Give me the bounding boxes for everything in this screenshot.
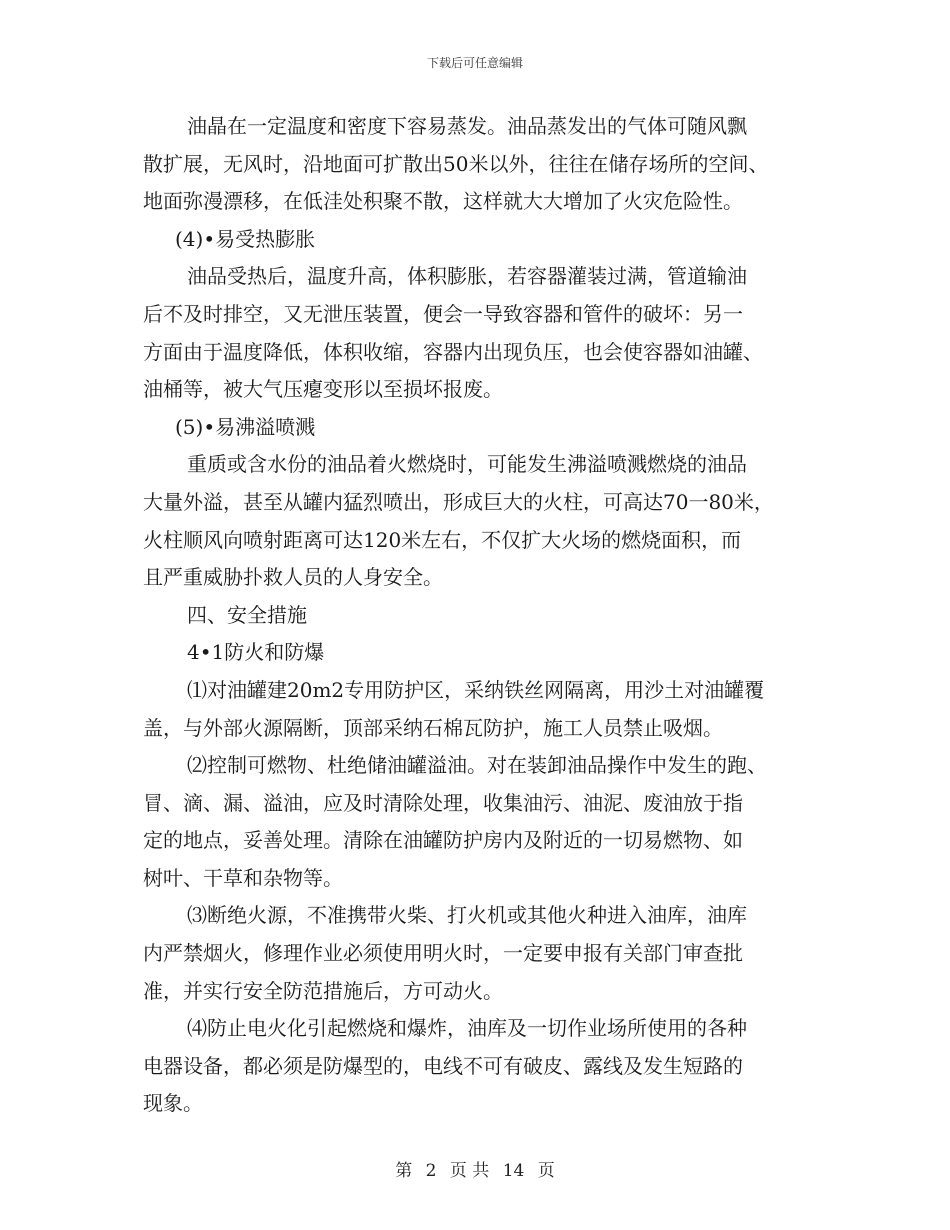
text-line: 油晶在一定温度和密度下容易蒸发。油品蒸发出的气体可随风飘: [187, 114, 747, 138]
text-line: 散扩展，无风时，沿地面可扩散出50米以外，往往在储存场所的空间、: [143, 151, 769, 176]
text-line: 定的地点，妥善处理。清除在油罐防护房内及附近的一切易燃物、如: [143, 828, 743, 853]
text-line: 电器设备，都必须是防爆型的，电线不可有破皮、露线及发生短路的: [143, 1053, 743, 1078]
footer-middle: 页 共: [449, 1161, 490, 1181]
section-heading: (5)•易沸溢喷溅: [175, 414, 316, 439]
page-header: 下载后可任意编辑: [426, 56, 523, 70]
text-line: 准，并实行安全防范措施后，方可动火。: [143, 978, 503, 1003]
text-line: 且严重威胁扑救人员的人身安全。: [143, 565, 443, 590]
text-line: 后不及时排空，又无泄压装置，便会一导致容器和管件的破坏：另一: [143, 301, 743, 326]
text-line: 方面由于温度降低，体积收缩，容器内出现负压，也会使容器如油罐、: [143, 339, 763, 364]
text-line: 内严禁烟火，修理作业必须使用明火时，一定要申报有关部门审查批: [143, 941, 743, 966]
text-line: 油桶等，被大气压瘪变形以至损坏报废。: [143, 377, 503, 402]
text-line: 火柱顺风向喷射距离可达120米左右，不仅扩大火场的燃烧面积，而: [143, 527, 742, 552]
text-line: 冒、滴、漏、溢油，应及时清除处理，收集油污、油泥、废油放于指: [143, 790, 743, 815]
text-line: 大量外溢，甚至从罐内猛烈喷出，形成巨大的火柱，可高达70一80米，: [143, 489, 774, 514]
page-footer: [0, 1156, 950, 1181]
section-heading: (4)•易受热膨胀: [175, 226, 316, 251]
text-line: ⑵控制可燃物、杜绝储油罐溢油。对在装卸油品操作中发生的跑、: [187, 753, 767, 778]
text-line: ⑶断绝火源，不准携带火柴、打火机或其他火种进入油库，油库: [187, 903, 747, 928]
text-line: 树叶、干草和杂物等。: [143, 865, 343, 890]
text-line: ⑴对油罐建20m2专用防护区，采纳铁丝网隔离，用沙土对油罐覆: [187, 677, 765, 702]
page-number: 2: [425, 1161, 437, 1181]
page-total: 14: [502, 1161, 525, 1181]
text-line: 油品受热后，温度升高，体积膨胀，若容器灌装过满，管道输油: [187, 264, 747, 289]
document-body: [143, 108, 833, 1123]
text-line: 重质或含水份的油品着火燃烧时，可能发生沸溢喷溅燃烧的油品: [187, 452, 747, 477]
text-line: 地面弥漫漂移，在低洼处积聚不散，这样就大大增加了火灾危险性。: [143, 189, 743, 214]
text-line: 现象。: [143, 1091, 203, 1116]
text-line: ⑷防止电火化引起燃烧和爆炸，油库及一切作业场所使用的各种: [187, 1016, 747, 1041]
footer-prefix: 第: [395, 1161, 413, 1181]
subsection-heading: 4•1防火和防爆: [187, 640, 325, 665]
footer-suffix: 页: [537, 1161, 555, 1181]
section-heading: 四、安全措施: [187, 602, 307, 627]
text-line: 盖，与外部火源隔断，顶部采纳石棉瓦防护，施工人员禁止吸烟。: [143, 715, 723, 740]
